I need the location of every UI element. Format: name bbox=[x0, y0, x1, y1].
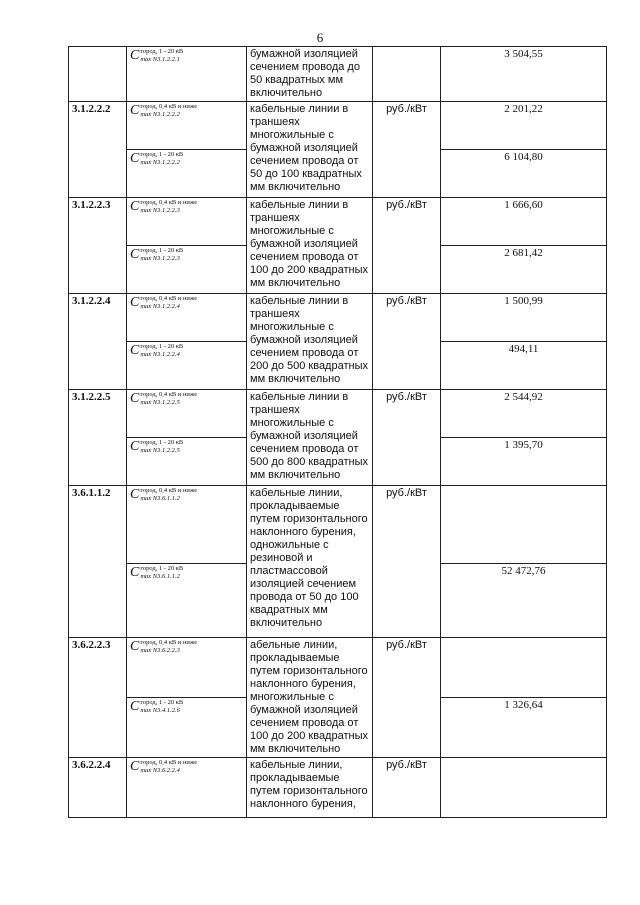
rate-superscript: город, 1 - 20 кВ bbox=[140, 343, 184, 350]
unit-of-measure: руб./кВт bbox=[373, 198, 441, 294]
rate-value: 2 201,22 bbox=[441, 102, 607, 150]
rate-symbol bbox=[127, 438, 247, 486]
line-description: кабельные линии, прокладываемые путем горизонтального наклонного бурения, одножильные с резиновой и пластмассовой изоляцией сечением провода от 50 до 100 квадратных мм включительно bbox=[247, 486, 373, 638]
line-description: кабельные линии в траншеях многожильные с бумажной изоляцией сечением провода от 100 до 200 квадратных мм включительно bbox=[247, 198, 373, 294]
rate-symbol bbox=[127, 698, 247, 758]
rate-subscript: max N3.6.2.2.3 bbox=[140, 646, 180, 654]
rate-symbol bbox=[127, 246, 247, 294]
rate-letter: C bbox=[130, 103, 140, 118]
rate-superscript: город, 1 - 20 кВ bbox=[140, 565, 184, 572]
rate-subscript: max N3.1.2.2.5 bbox=[140, 398, 180, 406]
unit-of-measure: руб./кВт bbox=[373, 390, 441, 486]
unit-of-measure: руб./кВт bbox=[373, 294, 441, 390]
item-code bbox=[69, 47, 127, 102]
rate-superscript: город, 0,4 кВ и ниже bbox=[140, 103, 198, 110]
rate-symbol bbox=[127, 342, 247, 390]
rate-subscript: max N3.6.2.2.4 bbox=[140, 766, 180, 774]
rate-symbol bbox=[127, 102, 247, 150]
table-row bbox=[69, 294, 607, 342]
rate-value: 6 104,80 bbox=[441, 150, 607, 198]
rate-subscript: max N3.1.2.2.4 bbox=[140, 350, 180, 358]
rate-letter: C bbox=[130, 151, 140, 166]
table-row bbox=[69, 47, 607, 102]
rate-value bbox=[441, 638, 607, 698]
rate-letter: C bbox=[130, 199, 140, 214]
rate-superscript: город, 0,4 кВ и ниже bbox=[140, 199, 198, 206]
rate-letter: C bbox=[130, 295, 140, 310]
rate-superscript: город, 1 - 20 кВ bbox=[140, 439, 184, 446]
item-code: 3.6.2.2.3 bbox=[69, 638, 127, 758]
table-row bbox=[69, 486, 607, 564]
rate-formula bbox=[130, 439, 183, 454]
rate-letter: C bbox=[130, 759, 140, 774]
rate-formula bbox=[130, 699, 183, 714]
table-row bbox=[69, 102, 607, 150]
unit-of-measure: руб./кВт bbox=[373, 758, 441, 818]
rate-subscript: max N3.6.1.1.2 bbox=[140, 572, 180, 580]
rate-formula bbox=[130, 199, 197, 214]
tariff-table bbox=[68, 46, 607, 818]
item-code: 3.1.2.2.4 bbox=[69, 294, 127, 390]
rate-subscript: max N3.1.2.2.2 bbox=[140, 158, 180, 166]
rate-letter: C bbox=[130, 391, 140, 406]
rate-subscript: max N3.1.2.2.1 bbox=[140, 55, 180, 63]
rate-letter: C bbox=[130, 487, 140, 502]
line-description: кабельные линии, прокладываемые путем горизонтального наклонного бурения, bbox=[247, 758, 373, 818]
rate-subscript: max N3.6.1.1.2 bbox=[140, 494, 180, 502]
rate-superscript: город, 1 - 20 кВ bbox=[140, 151, 184, 158]
rate-formula bbox=[130, 391, 197, 406]
rate-symbol bbox=[127, 486, 247, 564]
rate-value: 1 500,99 bbox=[441, 294, 607, 342]
item-code: 3.6.1.1.2 bbox=[69, 486, 127, 638]
rate-letter: C bbox=[130, 639, 140, 654]
line-description: кабельные линии в траншеях многожильные с бумажной изоляцией сечением провода от 500 до 800 квадратных мм включительно bbox=[247, 390, 373, 486]
rate-symbol bbox=[127, 758, 247, 818]
rate-superscript: город, 1 - 20 кВ bbox=[140, 48, 184, 55]
rate-symbol bbox=[127, 150, 247, 198]
rate-letter: C bbox=[130, 439, 140, 454]
unit-of-measure bbox=[373, 47, 441, 102]
rate-value bbox=[441, 758, 607, 818]
rate-letter: C bbox=[130, 48, 140, 63]
rate-superscript: город, 0,4 кВ и ниже bbox=[140, 487, 198, 494]
rate-subscript: max N3.1.2.2.3 bbox=[140, 254, 180, 262]
rate-value bbox=[441, 486, 607, 564]
rate-superscript: город, 0,4 кВ и ниже bbox=[140, 759, 198, 766]
rate-formula bbox=[130, 565, 183, 580]
rate-value: 2 681,42 bbox=[441, 246, 607, 294]
rate-symbol bbox=[127, 390, 247, 438]
rate-subscript: max N3.1.2.2.3 bbox=[140, 206, 180, 214]
rate-symbol bbox=[127, 638, 247, 698]
rate-subscript: max N3.1.2.2.4 bbox=[140, 302, 180, 310]
rate-value: 52 472,76 bbox=[441, 564, 607, 638]
line-description: абельные линии, прокладываемые путем горизонтального наклонного бурения, многожильные с бумажной изоляцией сечением провода от 100 до 200 квадратных мм включительно bbox=[247, 638, 373, 758]
rate-value: 2 544,92 bbox=[441, 390, 607, 438]
rate-formula bbox=[130, 759, 197, 774]
rate-value: 494,11 bbox=[441, 342, 607, 390]
rate-letter: C bbox=[130, 343, 140, 358]
rate-formula bbox=[130, 639, 197, 654]
item-code: 3.1.2.2.2 bbox=[69, 102, 127, 198]
rate-formula bbox=[130, 343, 183, 358]
rate-symbol bbox=[127, 198, 247, 246]
rate-formula bbox=[130, 487, 197, 502]
rate-symbol bbox=[127, 294, 247, 342]
table-row bbox=[69, 198, 607, 246]
rate-symbol bbox=[127, 47, 247, 102]
unit-of-measure: руб./кВт bbox=[373, 486, 441, 638]
unit-of-measure: руб./кВт bbox=[373, 102, 441, 198]
rate-formula bbox=[130, 48, 183, 63]
rate-formula bbox=[130, 247, 183, 262]
rate-value: 3 504,55 bbox=[441, 47, 607, 102]
rate-symbol bbox=[127, 564, 247, 638]
line-description: бумажной изоляцией сечением провода до 50 квадратных мм включительно bbox=[247, 47, 373, 102]
line-description: кабельные линии в траншеях многожильные с бумажной изоляцией сечением провода от 50 до 100 квадратных мм включительно bbox=[247, 102, 373, 198]
item-code: 3.6.2.2.4 bbox=[69, 758, 127, 818]
rate-value: 1 666,60 bbox=[441, 198, 607, 246]
page-number: 6 bbox=[316, 30, 324, 45]
rate-subscript: max N3.1.2.2.5 bbox=[140, 446, 180, 454]
table-row bbox=[69, 758, 607, 818]
rate-superscript: город, 1 - 20 кВ bbox=[140, 699, 184, 706]
rate-superscript: город, 0,4 кВ и ниже bbox=[140, 391, 198, 398]
rate-letter: C bbox=[130, 699, 140, 714]
rate-letter: C bbox=[130, 565, 140, 580]
item-code: 3.1.2.2.5 bbox=[69, 390, 127, 486]
rate-value: 1 395,70 bbox=[441, 438, 607, 486]
rate-value: 1 326,64 bbox=[441, 698, 607, 758]
unit-of-measure: руб./кВт bbox=[373, 638, 441, 758]
rate-letter: C bbox=[130, 247, 140, 262]
rate-superscript: город, 0,4 кВ и ниже bbox=[140, 295, 198, 302]
line-description: кабельные линии в траншеях многожильные с бумажной изоляцией сечением провода от 200 до 500 квадратных мм включительно bbox=[247, 294, 373, 390]
rate-subscript: max N3.4.1.2.6 bbox=[140, 706, 180, 714]
rate-formula bbox=[130, 151, 183, 166]
table-row bbox=[69, 638, 607, 698]
rate-superscript: город, 1 - 20 кВ bbox=[140, 247, 184, 254]
rate-formula bbox=[130, 295, 197, 310]
rate-superscript: город, 0,4 кВ и ниже bbox=[140, 639, 198, 646]
rate-formula bbox=[130, 103, 197, 118]
rate-subscript: max N3.1.2.2.2 bbox=[140, 110, 180, 118]
item-code: 3.1.2.2.3 bbox=[69, 198, 127, 294]
table-row bbox=[69, 390, 607, 438]
